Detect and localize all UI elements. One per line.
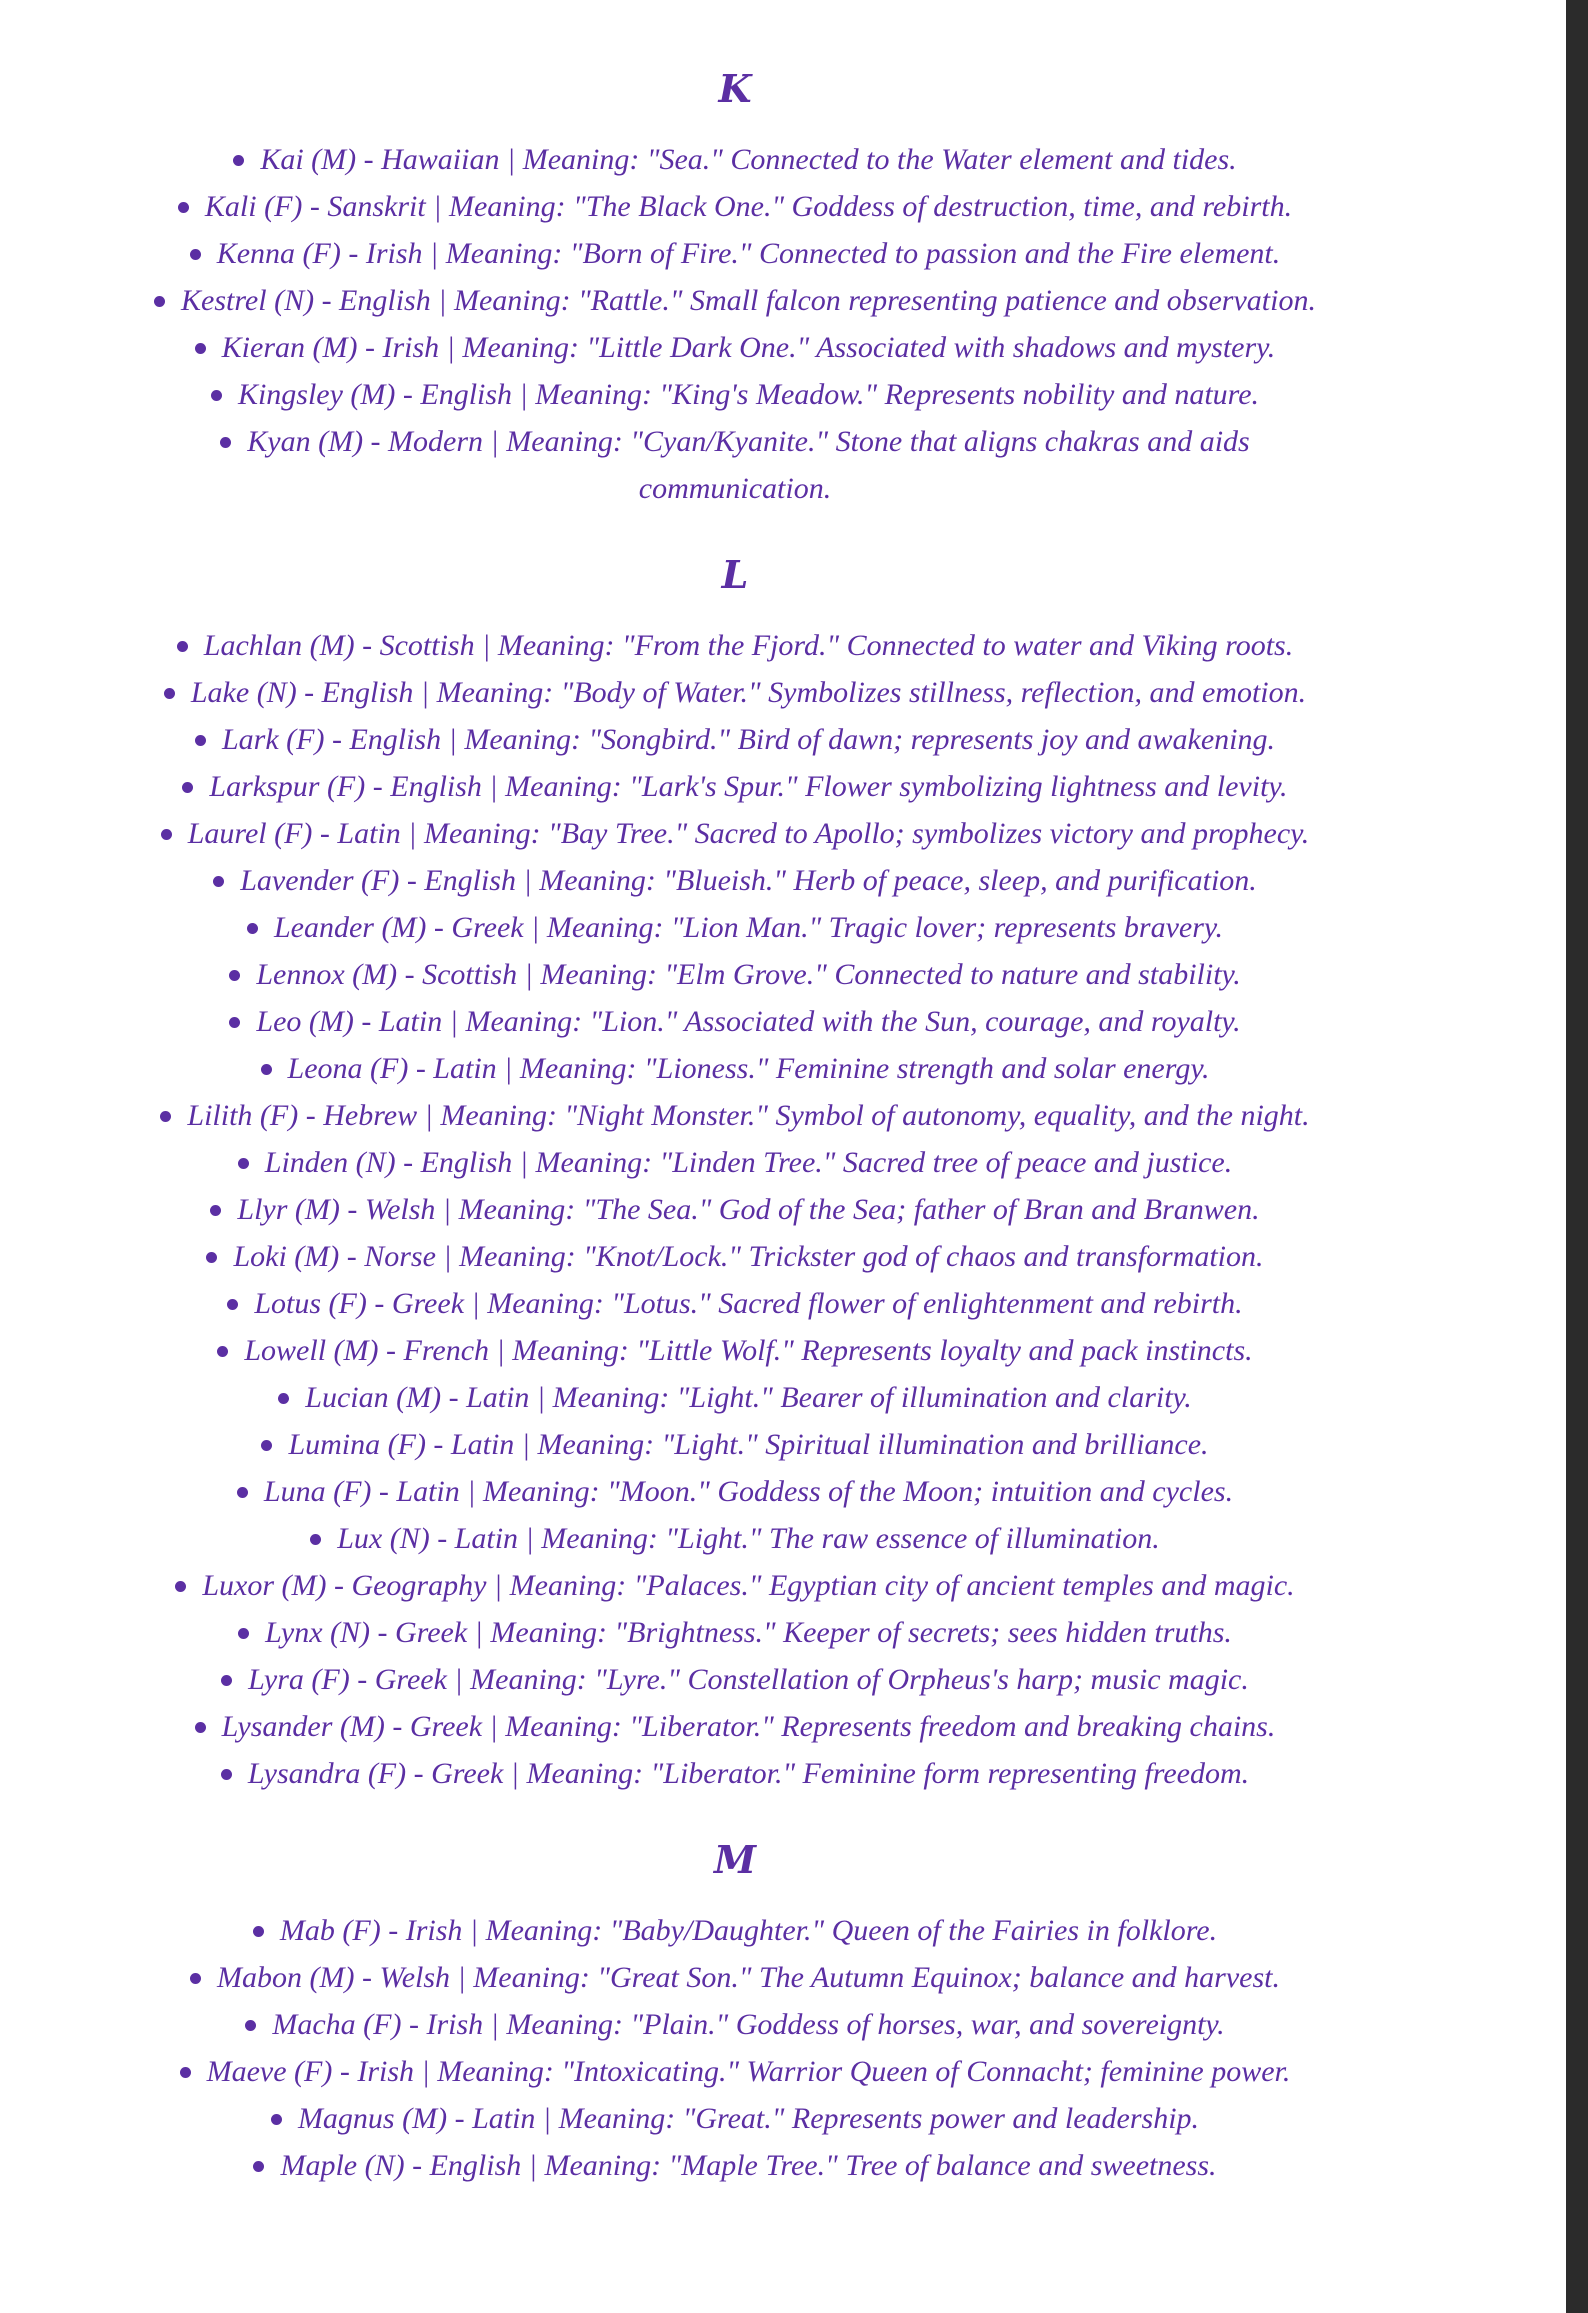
list-item <box>30 2048 1440 2095</box>
section-m <box>30 1833 1440 2189</box>
list-item <box>30 1186 1440 1233</box>
bullet-icon <box>253 1926 264 1937</box>
list-item <box>30 1139 1440 1186</box>
list-item-text: Lumina (F) - Latin | Meaning: "Light." Spiritual illumination and brilliance. <box>288 1428 1209 1461</box>
bullet-icon <box>195 735 206 746</box>
list-item-text: Luna (F) - Latin | Meaning: "Moon." Goddess of the Moon; intuition and cycles. <box>263 1475 1234 1508</box>
list-item <box>30 1515 1440 1562</box>
bullet-icon <box>261 1440 272 1451</box>
list-item <box>30 1045 1440 1092</box>
list-item-text: Kai (M) - Hawaiian | Meaning: "Sea." Connected to the Water element and tides. <box>260 143 1237 176</box>
list-item-text: Kyan (M) - Modern | Meaning: "Cyan/Kyanite." Stone that aligns chakras and aids communication. <box>247 425 1250 505</box>
list-item-text: Maple (N) - English | Meaning: "Maple Tree." Tree of balance and sweetness. <box>280 2149 1217 2182</box>
bullet-icon <box>175 1581 186 1592</box>
list-item <box>30 857 1440 904</box>
bullet-icon <box>247 923 258 934</box>
list-item <box>30 716 1440 763</box>
list-item-text: Mab (F) - Irish | Meaning: "Baby/Daughter." Queen of the Fairies in folklore. <box>279 1914 1218 1947</box>
bullet-icon <box>182 782 193 793</box>
list-item-text: Kestrel (N) - English | Meaning: "Rattle." Small falcon representing patience and observation. <box>181 284 1316 317</box>
list-item-text: Lotus (F) - Greek | Meaning: "Lotus." Sacred flower of enlightenment and rebirth. <box>254 1287 1243 1320</box>
list-item <box>30 324 1440 371</box>
right-edge-bar <box>1566 0 1588 2313</box>
section-heading: M <box>713 1837 757 1882</box>
list-item-text: Leo (M) - Latin | Meaning: "Lion." Associated with the Sun, courage, and royalty. <box>256 1005 1241 1038</box>
bullet-icon <box>217 1346 228 1357</box>
list-item <box>30 2001 1440 2048</box>
list-item <box>30 998 1440 1045</box>
list-item <box>30 1609 1440 1656</box>
list-item-text: Luxor (M) - Geography | Meaning: "Palaces." Egyptian city of ancient temples and magic. <box>202 1569 1295 1602</box>
bullet-icon <box>220 437 231 448</box>
section-heading: L <box>721 552 749 597</box>
bullet-icon <box>213 876 224 887</box>
bullet-icon <box>221 1769 232 1780</box>
list-item <box>30 2142 1440 2189</box>
list-item <box>30 1656 1440 1703</box>
list-item-text: Lysander (M) - Greek | Meaning: "Liberator." Represents freedom and breaking chains. <box>221 1710 1276 1743</box>
bullet-icon <box>164 688 175 699</box>
bullet-icon <box>206 1252 217 1263</box>
list-item <box>30 1954 1440 2001</box>
list-item <box>30 1280 1440 1327</box>
bullet-icon <box>271 2114 282 2125</box>
bullet-icon <box>180 2067 191 2078</box>
list-item <box>30 669 1440 716</box>
bullet-icon <box>154 296 165 307</box>
bullet-icon <box>190 1973 201 1984</box>
list-item-text: Llyr (M) - Welsh | Meaning: "The Sea." God of the Sea; father of Bran and Branwen. <box>237 1193 1260 1226</box>
list-item-text: Kieran (M) - Irish | Meaning: "Little Dark One." Associated with shadows and mystery. <box>221 331 1276 364</box>
bullet-icon <box>210 1205 221 1216</box>
bullet-icon <box>221 1675 232 1686</box>
list-item-text: Maeve (F) - Irish | Meaning: "Intoxicating." Warrior Queen of Connacht; feminine power. <box>206 2055 1291 2088</box>
bullet-icon <box>238 1628 249 1639</box>
bullet-icon <box>190 249 201 260</box>
list-item-text: Lachlan (M) - Scottish | Meaning: "From the Fjord." Connected to water and Viking roots. <box>203 629 1294 662</box>
list-item-text: Lysandra (F) - Greek | Meaning: "Liberator." Feminine form representing freedom. <box>247 1757 1250 1790</box>
list-item-text: Kali (F) - Sanskrit | Meaning: "The Black One." Goddess of destruction, time, and rebirth. <box>204 190 1293 223</box>
bullet-icon <box>229 970 240 981</box>
name-list <box>30 622 1440 1797</box>
list-item-text: Lucian (M) - Latin | Meaning: "Light." Bearer of illumination and clarity. <box>305 1381 1192 1414</box>
list-item-text: Lennox (M) - Scottish | Meaning: "Elm Grove." Connected to nature and stability. <box>256 958 1241 991</box>
bullet-icon <box>261 1064 272 1075</box>
list-item-text: Lavender (F) - English | Meaning: "Blueish." Herb of peace, sleep, and purification. <box>240 864 1257 897</box>
list-item <box>30 1327 1440 1374</box>
list-item <box>30 2095 1440 2142</box>
list-item <box>30 1233 1440 1280</box>
bullet-icon <box>238 1158 249 1169</box>
bullet-icon <box>161 829 172 840</box>
list-item <box>30 763 1440 810</box>
list-item-text: Leona (F) - Latin | Meaning: "Lioness." Feminine strength and solar energy. <box>287 1052 1210 1085</box>
name-list <box>30 1907 1440 2189</box>
list-item-text: Loki (M) - Norse | Meaning: "Knot/Lock." Trickster god of chaos and transformation. <box>233 1240 1264 1273</box>
list-item-text: Laurel (F) - Latin | Meaning: "Bay Tree." Sacred to Apollo; symbolizes victory and prophecy. <box>187 817 1310 850</box>
list-item <box>30 810 1440 857</box>
list-item-text: Magnus (M) - Latin | Meaning: "Great." Represents power and leadership. <box>297 2102 1200 2135</box>
list-item <box>30 1374 1440 1421</box>
bullet-icon <box>195 343 206 354</box>
list-item <box>30 622 1440 669</box>
list-item <box>30 1562 1440 1609</box>
section-k <box>30 62 1440 512</box>
name-list <box>30 136 1440 512</box>
list-item <box>30 904 1440 951</box>
list-item-text: Lynx (N) - Greek | Meaning: "Brightness." Keeper of secrets; sees hidden truths. <box>265 1616 1232 1649</box>
list-item-text: Kingsley (M) - English | Meaning: "King's Meadow." Represents nobility and nature. <box>237 378 1260 411</box>
bullet-icon <box>227 1299 238 1310</box>
list-item <box>30 1907 1440 1954</box>
list-item <box>30 183 1440 230</box>
bullet-icon <box>211 390 222 401</box>
list-item <box>30 418 1440 512</box>
section-l <box>30 548 1440 1797</box>
bullet-icon <box>237 1487 248 1498</box>
list-item-text: Lux (N) - Latin | Meaning: "Light." The raw essence of illumination. <box>337 1522 1160 1555</box>
list-item-text: Lowell (M) - French | Meaning: "Little Wolf." Represents loyalty and pack instincts. <box>244 1334 1253 1367</box>
list-item-text: Kenna (F) - Irish | Meaning: "Born of Fire." Connected to passion and the Fire element. <box>216 237 1281 270</box>
list-item <box>30 230 1440 277</box>
list-item-text: Larkspur (F) - English | Meaning: "Lark's Spur." Flower symbolizing lightness and levity. <box>209 770 1288 803</box>
bullet-icon <box>195 1722 206 1733</box>
list-item-text: Lyra (F) - Greek | Meaning: "Lyre." Constellation of Orpheus's harp; music magic. <box>248 1663 1249 1696</box>
list-item-text: Linden (N) - English | Meaning: "Linden Tree." Sacred tree of peace and justice. <box>264 1146 1233 1179</box>
list-item-text: Macha (F) - Irish | Meaning: "Plain." Goddess of horses, war, and sovereignty. <box>272 2008 1225 2041</box>
bullet-icon <box>233 155 244 166</box>
list-item-text: Mabon (M) - Welsh | Meaning: "Great Son." The Autumn Equinox; balance and harvest. <box>217 1961 1280 1994</box>
list-item <box>30 1092 1440 1139</box>
names-content <box>30 62 1440 2225</box>
list-item-text: Lark (F) - English | Meaning: "Songbird." Bird of dawn; represents joy and awakening. <box>221 723 1276 756</box>
list-item-text: Lilith (F) - Hebrew | Meaning: "Night Monster." Symbol of autonomy, equality, and the night. <box>187 1099 1310 1132</box>
section-heading: K <box>718 66 752 111</box>
list-item <box>30 951 1440 998</box>
bullet-icon <box>178 202 189 213</box>
list-item <box>30 1750 1440 1797</box>
bullet-icon <box>229 1017 240 1028</box>
bullet-icon <box>245 2020 256 2031</box>
list-item <box>30 277 1440 324</box>
bullet-icon <box>310 1534 321 1545</box>
bullet-icon <box>253 2161 264 2172</box>
list-item <box>30 136 1440 183</box>
bullet-icon <box>177 641 188 652</box>
list-item <box>30 1703 1440 1750</box>
list-item-text: Leander (M) - Greek | Meaning: "Lion Man." Tragic lover; represents bravery. <box>273 911 1224 944</box>
bullet-icon <box>278 1393 289 1404</box>
bullet-icon <box>160 1111 171 1122</box>
list-item <box>30 1421 1440 1468</box>
list-item <box>30 371 1440 418</box>
list-item-text: Lake (N) - English | Meaning: "Body of Water." Symbolizes stillness, reflection, and emotion. <box>190 676 1307 709</box>
list-item <box>30 1468 1440 1515</box>
